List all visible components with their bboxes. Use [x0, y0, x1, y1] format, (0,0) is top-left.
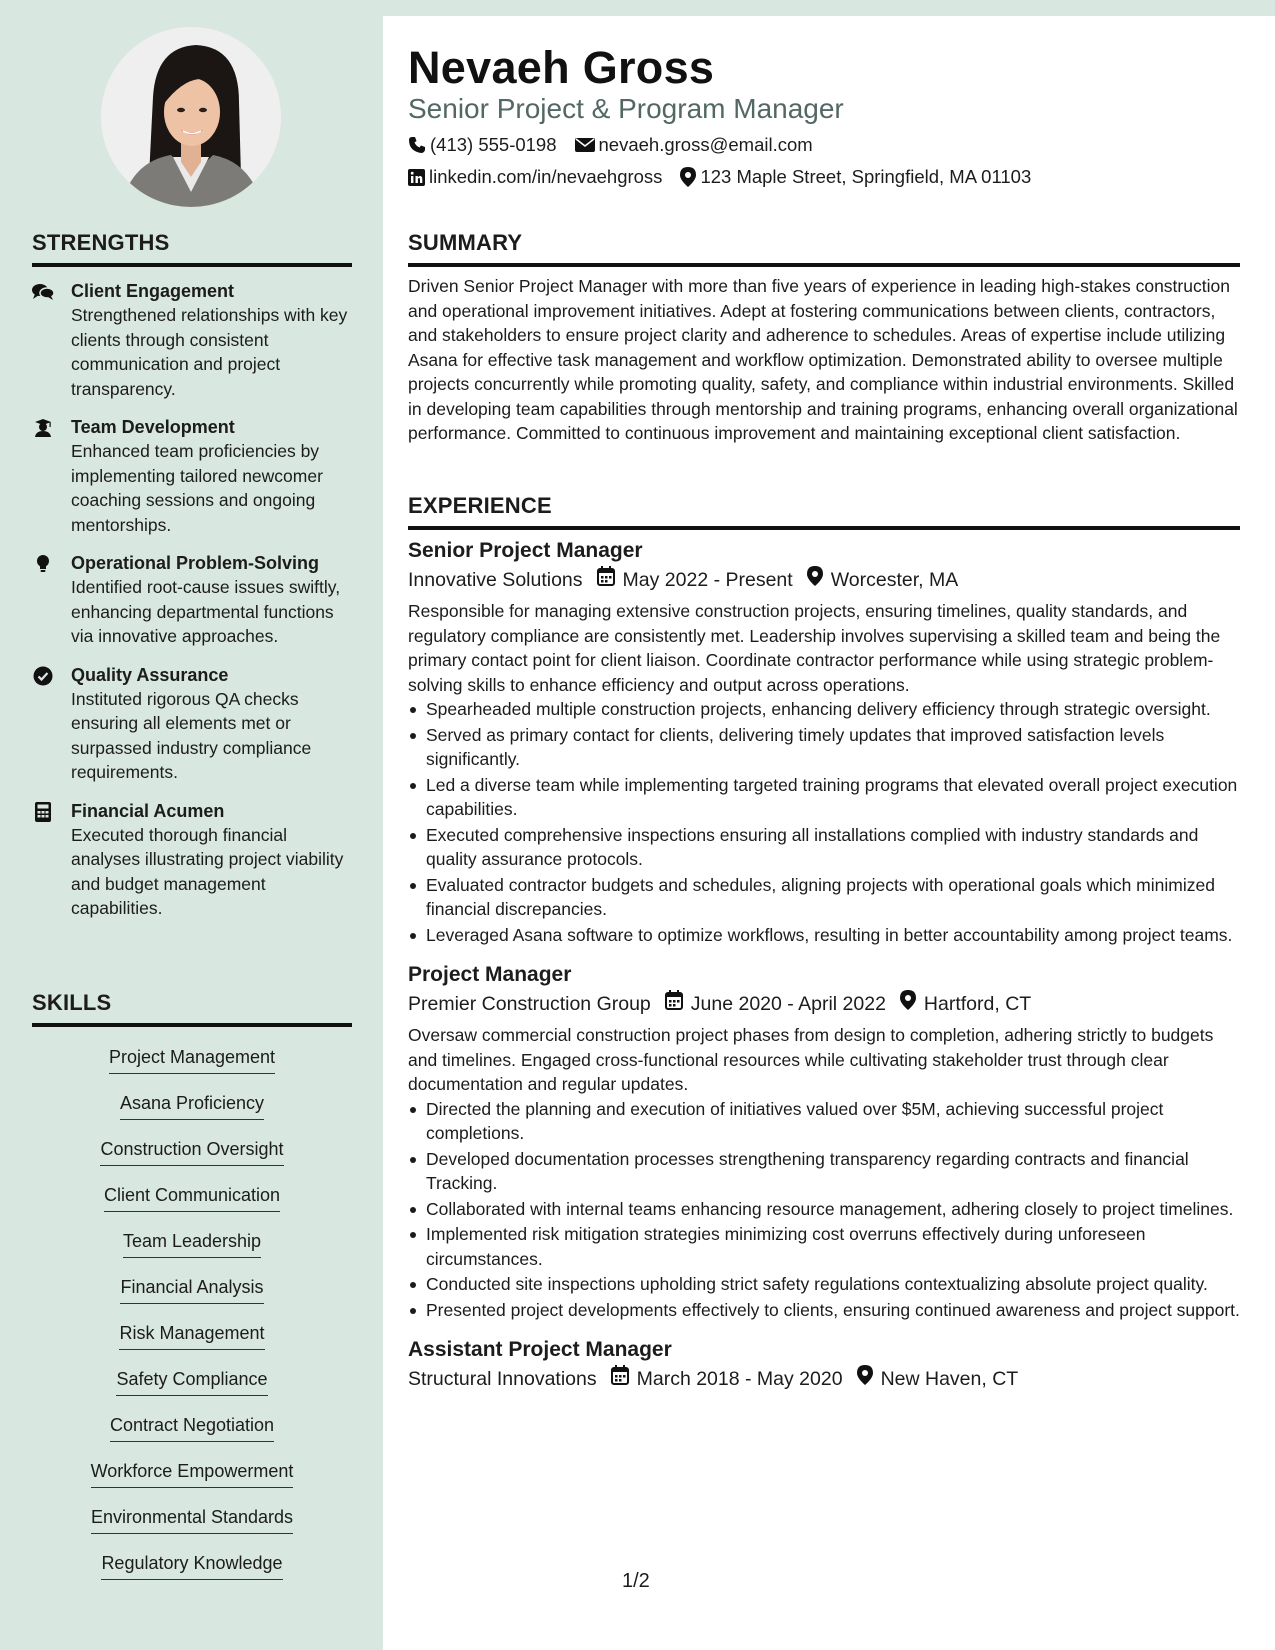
- skill-item: Team Leadership: [123, 1229, 261, 1258]
- job-title: Senior Project Manager: [408, 539, 643, 562]
- job-meta: [408, 1364, 1240, 1394]
- job-location: Worcester, MA: [830, 569, 959, 591]
- job-meta: [408, 989, 1240, 1019]
- strength-desc: Strengthened relationships with key clients through consistent communication and project transparency.: [71, 305, 348, 399]
- calculator-icon: [32, 801, 54, 823]
- experience-heading: EXPERIENCE: [408, 493, 1240, 530]
- skill-item: Construction Oversight: [100, 1137, 283, 1166]
- map-pin-icon: [680, 167, 696, 187]
- map-pin-icon: [900, 989, 916, 1019]
- strength-desc: Instituted rigorous QA checks ensuring all elements met or surpassed industry compliance requirements.: [71, 688, 312, 782]
- calendar-icon: [597, 565, 615, 595]
- job-bullet: Leveraged Asana software to optimize workflows, resulting in better accountability among project teams.: [408, 923, 1240, 948]
- strength-item: [32, 799, 352, 921]
- job-bullet: Implemented risk mitigation strategies minimizing cost overruns effectively during unforeseen circumstances.: [408, 1222, 1240, 1271]
- skill-item: Safety Compliance: [116, 1367, 267, 1396]
- job-description: Oversaw commercial construction project phases from design to completion, adhering strictly to budgets and timelines. Engaged cross-functional resources while cultivating stakeholder trust through clear documentation and regular updates.: [408, 1025, 1214, 1094]
- strength-desc: Enhanced team proficiencies by implementing tailored newcomer coaching sessions and ongoing mentorships.: [71, 441, 323, 535]
- linkedin-icon: [408, 169, 425, 186]
- linkedin-text: linkedin.com/in/nevaehgross: [429, 166, 663, 187]
- check-circle-icon: [32, 665, 54, 687]
- strength-item: [32, 279, 352, 401]
- job-bullet: Collaborated with internal teams enhancing resource management, adhering closely to project timelines.: [408, 1197, 1240, 1222]
- strength-title: Quality Assurance: [71, 664, 229, 685]
- email-text: nevaeh.gross@email.com: [598, 134, 813, 155]
- job-description: Responsible for managing extensive construction projects, ensuring timelines, quality standards, and regulatory compliance are consistently met. Leadership involves supervising a skilled team and being the primary contact point for client liaison. Coordinate contractor performance while using strategic problem-solving skills to enhance efficiency and output across operations.: [408, 601, 1221, 695]
- strengths-heading: STRENGTHS: [32, 230, 352, 267]
- job-meta: [408, 565, 1240, 595]
- job-bullet: Developed documentation processes strengthening transparency regarding contracts and financial Tracking.: [408, 1147, 1240, 1196]
- job-entry: [408, 961, 1240, 1322]
- phone-text: (413) 555-0198: [430, 134, 557, 155]
- skill-item: Contract Negotiation: [110, 1413, 274, 1442]
- job-title: Assistant Project Manager: [408, 1338, 672, 1361]
- lightbulb-icon: [32, 553, 54, 575]
- phone-contact[interactable]: [408, 134, 557, 156]
- job-bullet: Led a diverse team while implementing targeted training programs that elevated overall project execution capabilities.: [408, 773, 1240, 822]
- skills-section: [32, 990, 352, 1597]
- job-bullet: Spearheaded multiple construction projects, enhancing delivery efficiency through strategic oversight.: [408, 697, 1240, 722]
- strength-title: Operational Problem-Solving: [71, 553, 320, 573]
- summary-heading: SUMMARY: [408, 230, 1240, 267]
- skill-item: Asana Proficiency: [120, 1091, 264, 1120]
- job-bullet: Presented project developments effectively to clients, ensuring continued awareness and project support.: [408, 1298, 1240, 1323]
- skill-item: Project Management: [109, 1045, 275, 1074]
- linkedin-contact[interactable]: [408, 166, 662, 188]
- skill-item: Environmental Standards: [91, 1505, 293, 1534]
- job-title: Project Manager: [408, 963, 572, 986]
- skill-item: Risk Management: [119, 1321, 264, 1350]
- profile-photo: [101, 27, 281, 207]
- graduate-icon: [32, 417, 54, 439]
- strengths-section: [32, 230, 352, 935]
- strength-title: Team Development: [71, 417, 235, 437]
- address-contact: [680, 166, 1031, 188]
- job-bullet: Conducted site inspections upholding strict safety regulations contextualizing absolute project quality.: [408, 1272, 1240, 1297]
- skill-item: Client Communication: [104, 1183, 280, 1212]
- strength-title: Financial Acumen: [71, 800, 225, 821]
- candidate-name: Nevaeh Gross: [408, 42, 715, 93]
- map-pin-icon: [807, 565, 823, 595]
- skills-list: [32, 1039, 352, 1597]
- strength-item: [32, 663, 352, 785]
- job-location: Hartford, CT: [923, 993, 1032, 1015]
- summary-text: Driven Senior Project Manager with more than five years of experience in leading high-stakes construction and operational improvement initiatives. Adept at fostering communications between clients, contractors, and stakeholders to ensure project clarity and adherence to schedules. Areas of expertise include utilizing Asana for effective task management and workflow optimization. Demonstrated ability to oversee multiple projects concurrently while promoting quality, safety, and compliance within industrial environments. Skilled in developing team capabilities through mentorship and training programs, enhancing overall organizational performance. Committed to continuous improvement and maintaining exceptional client satisfaction.: [408, 276, 1238, 443]
- strength-title: Client Engagement: [71, 281, 235, 301]
- map-pin-icon: [857, 1364, 873, 1394]
- email-contact[interactable]: [575, 134, 813, 156]
- job-bullets: [408, 1097, 1240, 1323]
- comments-icon: [32, 281, 54, 303]
- job-bullets: [408, 697, 1240, 947]
- top-strip: [383, 0, 1275, 16]
- strength-item: [32, 551, 352, 649]
- contact-row-2: [408, 166, 1031, 188]
- calendar-icon: [665, 989, 683, 1019]
- strength-item: [32, 415, 352, 537]
- job-dates: June 2020 - April 2022: [690, 993, 886, 1015]
- skills-heading: SKILLS: [32, 990, 352, 1027]
- job-entry: [408, 537, 1240, 947]
- skill-item: Financial Analysis: [120, 1275, 263, 1304]
- skill-item: Workforce Empowerment: [91, 1459, 294, 1488]
- job-bullet: Directed the planning and execution of initiatives valued over $5M, achieving successful project completions.: [408, 1097, 1240, 1146]
- company-name: Structural Innovations: [408, 1368, 597, 1390]
- company-name: Innovative Solutions: [408, 569, 583, 591]
- summary-section: [408, 230, 1240, 446]
- strength-desc: Executed thorough financial analyses illustrating project viability and budget management capabilities.: [71, 824, 344, 918]
- job-location: New Haven, CT: [880, 1368, 1019, 1390]
- job-dates: March 2018 - May 2020: [636, 1368, 843, 1390]
- job-entry: [408, 1336, 1240, 1394]
- candidate-role: Senior Project & Program Manager: [408, 93, 844, 124]
- contact-row-1: [408, 134, 813, 156]
- job-dates: May 2022 - Present: [622, 569, 793, 591]
- job-bullet: Executed comprehensive inspections ensuring all installations complied with industry standards and quality assurance protocols.: [408, 823, 1240, 872]
- skill-item: Regulatory Knowledge: [101, 1551, 282, 1580]
- envelope-icon: [575, 137, 595, 153]
- company-name: Premier Construction Group: [408, 993, 651, 1015]
- job-bullet: Served as primary contact for clients, delivering timely updates that improved satisfaction levels significantly.: [408, 723, 1240, 772]
- page-number: 1/2: [622, 1570, 650, 1592]
- calendar-icon: [611, 1364, 629, 1394]
- phone-icon: [408, 136, 426, 154]
- job-bullet: Evaluated contractor budgets and schedules, aligning projects with operational goals which minimized financial discrepancies.: [408, 873, 1240, 922]
- strength-desc: Identified root-cause issues swiftly, enhancing departmental functions via innovative approaches.: [71, 577, 341, 646]
- experience-section: [408, 493, 1240, 1408]
- address-text: 123 Maple Street, Springfield, MA 01103: [700, 166, 1032, 187]
